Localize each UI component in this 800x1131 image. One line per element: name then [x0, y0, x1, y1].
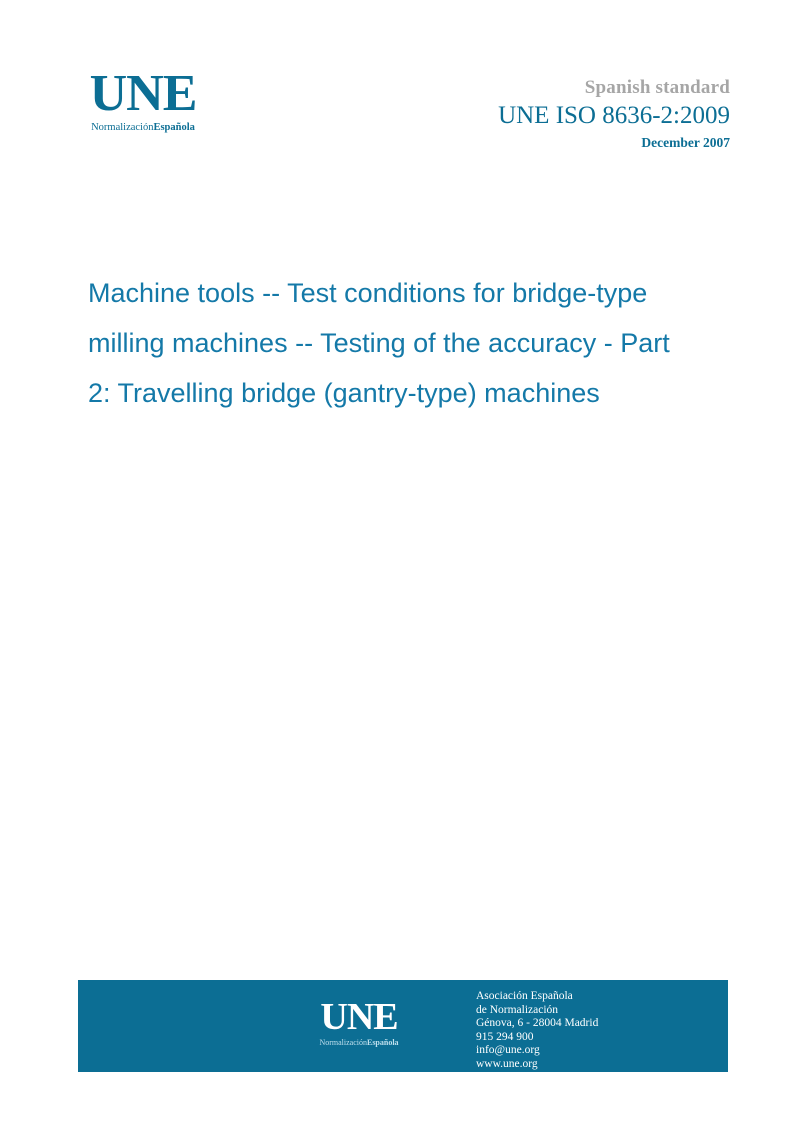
standard-kind-label: Spanish standard [584, 77, 730, 98]
une-wordmark-footer: UNE [320, 996, 398, 1038]
standard-identification [498, 76, 730, 153]
footer-phone: 915 294 900 [476, 1030, 534, 1043]
une-tagline-bold: Española [153, 122, 195, 133]
footer-band [78, 980, 728, 1072]
une-wordmark: UNE [89, 65, 197, 122]
page-title-line-2: milling machines -- Testing of the accuracy - Part [88, 328, 670, 358]
page-title [88, 268, 800, 418]
page-title-line-1: Machine tools -- Test conditions for bridge-type [88, 278, 648, 308]
une-tagline-footer [294, 1038, 424, 1047]
une-tagline-footer-bold: Española [366, 1038, 399, 1047]
une-tagline [78, 122, 208, 134]
footer-address: Génova, 6 - 28004 Madrid [476, 1017, 599, 1029]
footer-website: www.une.org [476, 1057, 538, 1070]
footer-email: info@une.org [476, 1044, 540, 1056]
page-title-line-3: 2: Travelling bridge (gantry-type) machines [88, 378, 600, 408]
une-logo-header [78, 65, 208, 134]
une-logo-footer [294, 998, 424, 1047]
footer-contact-block [476, 990, 598, 1071]
standard-date: December 2007 [641, 135, 730, 150]
une-tagline-light: Normalización [91, 122, 154, 133]
footer-org-line-1: Asociación Española [476, 990, 573, 1002]
standard-code: UNE ISO 8636-2:2009 [498, 102, 730, 129]
footer-org-line-2: de Normalización [476, 1003, 559, 1016]
une-tagline-footer-light: Normalización [319, 1038, 367, 1047]
